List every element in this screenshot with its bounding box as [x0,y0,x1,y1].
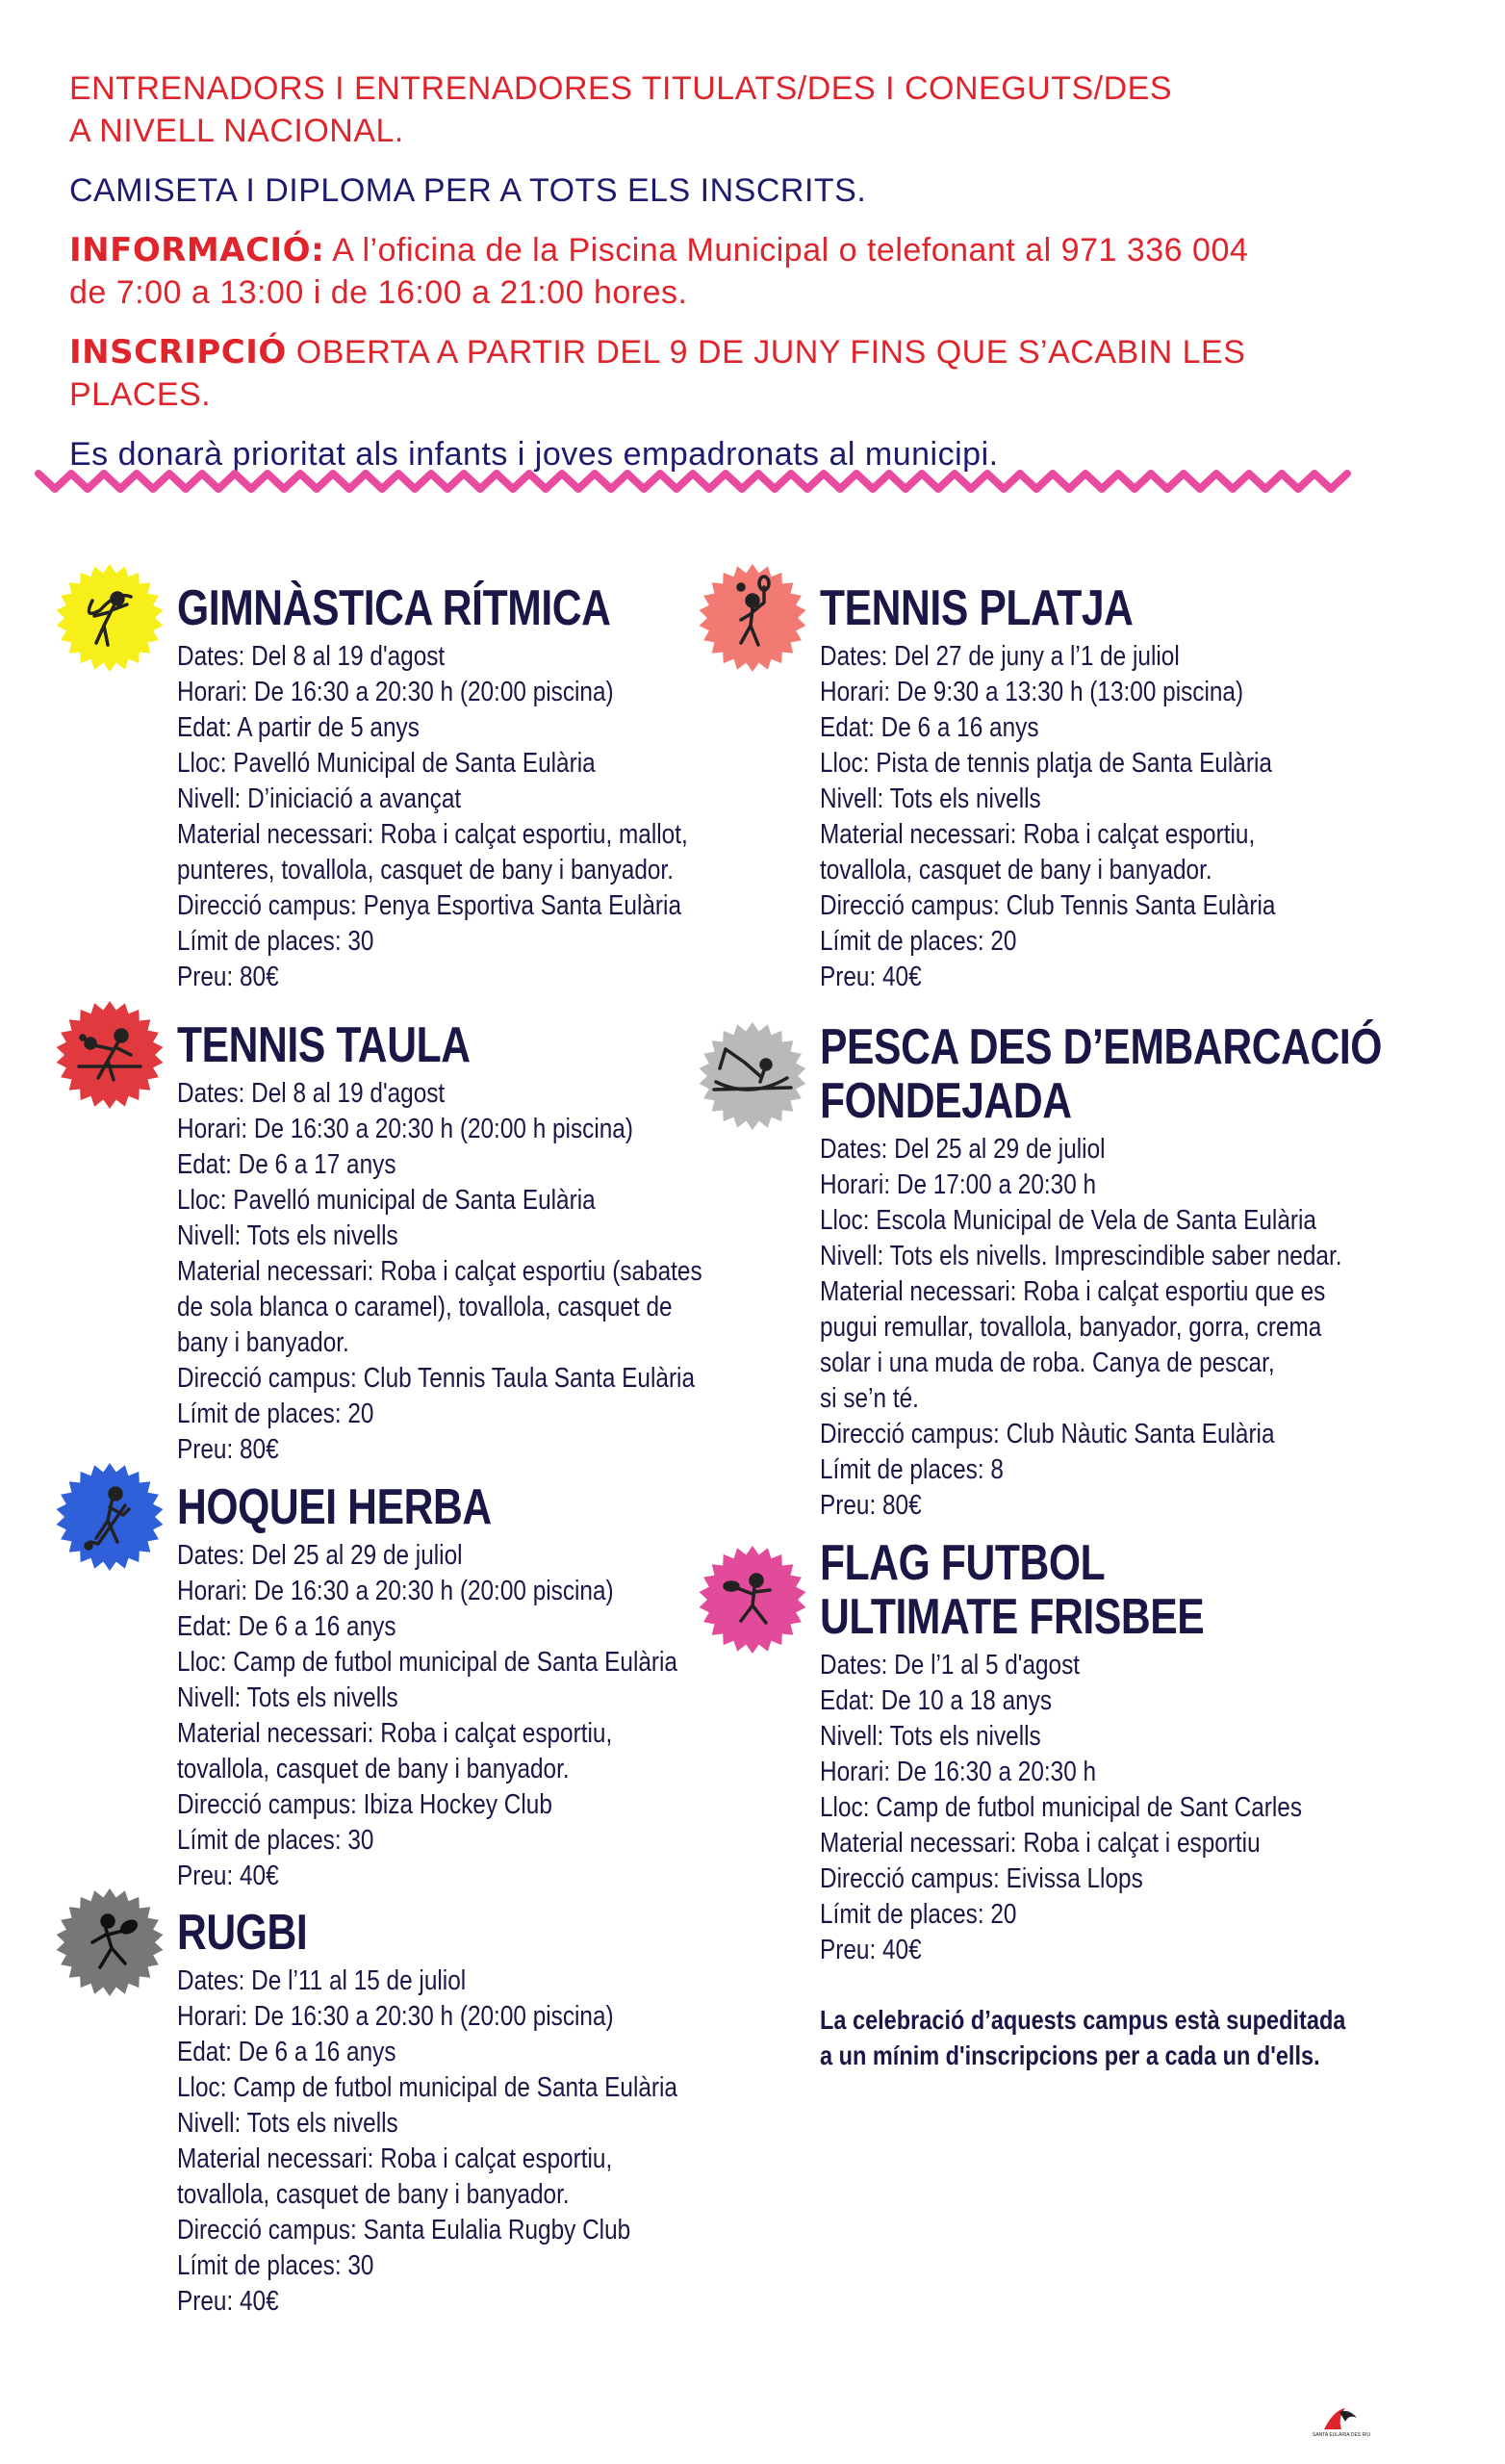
camp-detail-line: Material necessari: Roba i calçat i esportiu [820,1828,1261,1859]
camp-detail-line: Lloc: Camp de futbol municipal de Sant Carles [820,1792,1303,1823]
camp-body [177,581,785,995]
inscription-notice [69,331,1349,416]
camp-detail-line: Lloc: Camp de futbol municipal de Santa Eulària [177,1647,677,1678]
camp-title: TENNIS TAULA [177,1017,471,1073]
camp-title-line2: ULTIMATE FRISBEE [820,1589,1205,1645]
camp-body [177,1906,773,2320]
minimum-enrollment-note [820,2002,1345,2073]
camp-detail-line: Edat: De 6 a 16 anys [177,1611,396,1642]
camp-detail-line: punteres, tovallola, casquet de bany i banyador. [177,855,674,886]
camp-details [820,639,1363,995]
camp-detail-line: Límit de places: 20 [820,926,1017,957]
camp-title: HOQUEI HERBA [177,1479,492,1535]
camp-detail-line: Horari: De 16:30 a 20:30 h (20:00 piscina) [177,2001,614,2032]
camp-detail-line: Direcció campus: Penya Esportiva Santa Eulària [177,890,682,921]
camp-detail-line: Edat: De 6 a 16 anys [820,712,1039,743]
camp-detail-line: Edat: De 6 a 16 anys [177,2037,396,2067]
camp-title-line1: PESCA DES D’EMBARCACIÓ [820,1019,1383,1075]
rugby-icon [54,1886,166,1998]
zigzag-divider [35,462,1353,500]
camp-detail-line: Preu: 80€ [177,962,279,992]
camp-detail-line: Direcció campus: Club Tennis Santa Eulària [820,890,1276,921]
camp-detail-line: Material necessari: Roba i calçat esportiu, [820,819,1256,850]
camp-detail-line: Direcció campus: Ibiza Hockey Club [177,1789,552,1820]
trainers-notice [69,67,1349,152]
camp-detail-line: de sola blanca o caramel), tovallola, casquet de [177,1292,673,1322]
camp-detail-line: Edat: De 6 a 17 anys [177,1149,396,1180]
footnote-line2: a un mínim d'inscripcions per a cada un d'ells. [820,2040,1320,2070]
inscription-text: OBERTA A PARTIR DEL 9 DE JUNY FINS QUE S’ACABIN LES PLACES. [69,334,1246,413]
trainers-notice-line1: ENTRENADORS I ENTRENADORES TITULATS/DES I CONEGUTS/DES [69,70,1173,107]
camp-detail-line: Lloc: Pavelló Municipal de Santa Eulària [177,748,596,779]
camp-detail-line: Horari: De 16:30 a 20:30 h (20:00 piscina) [177,677,614,707]
camp-detail-line: Dates: De l’11 al 15 de juliol [177,1965,467,1996]
camp-detail-line: Límit de places: 8 [820,1454,1004,1485]
camp-detail-line: Dates: Del 27 de juny a l’1 de juliol [820,641,1180,672]
camp-detail-line: Dates: Del 8 al 19 d'agost [177,641,446,672]
camp-detail-line: Horari: De 16:30 a 20:30 h (20:00 piscina) [177,1576,614,1606]
camp-detail-line: Nivell: Tots els nivells [177,1220,398,1251]
camp-detail-line: Preu: 40€ [177,1861,279,1891]
camp-detail-line: solar i una muda de roba. Canya de pescar, [820,1348,1275,1378]
camp-detail-line: Dates: Del 8 al 19 d'agost [177,1078,446,1109]
camp-detail-line: Horari: De 17:00 a 20:30 h [820,1169,1097,1200]
camp-detail-line: Edat: De 10 a 18 anys [820,1685,1053,1716]
camp-detail-line: Límit de places: 20 [820,1899,1017,1930]
camp-detail-line: Límit de places: 30 [177,1825,374,1856]
info-notice [69,229,1349,314]
camp-detail-line: tovallola, casquet de bany i banyador. [177,2179,570,2210]
camp-detail-line: Nivell: Tots els nivells [820,1721,1041,1752]
camp-detail-line: Preu: 40€ [177,2286,279,2317]
camp-title: GIMNÀSTICA RÍTMICA [177,580,611,636]
camp-title: TENNIS PLATJA [820,580,1134,636]
camp-detail-line: Nivell: Tots els nivells [177,2108,398,2139]
svg-text:SANTA EULÀRIA DES RIU: SANTA EULÀRIA DES RIU [1312,2432,1371,2438]
camp-detail-line: Direcció campus: Santa Eulalia Rugby Club [177,2215,631,2246]
camp-detail-line: Horari: De 16:30 a 20:30 h [820,1757,1097,1787]
trainers-notice-line2: A NIVELL NACIONAL. [69,113,404,149]
camp-detail-line: Preu: 80€ [177,1434,279,1465]
table-tennis-icon [54,999,166,1111]
camp-detail-line: tovallola, casquet de bany i banyador. [820,855,1212,886]
camp-detail-line: si se’n té. [820,1383,919,1414]
camp-detail-line: Lloc: Pista de tennis platja de Santa Eulària [820,748,1272,779]
flag-football-icon [697,1544,808,1656]
camp-detail-line: Nivell: Tots els nivells [177,1682,398,1713]
camp-detail-line: Direcció campus: Eivissa Llops [820,1863,1143,1894]
camp-body [820,1536,1393,1968]
camp-details [177,1538,773,1894]
camp-detail-line: Material necessari: Roba i calçat esportiu, [177,1718,613,1749]
camp-detail-line: Direcció campus: Club Nàutic Santa Eulària [820,1419,1275,1450]
intro-block [69,67,1349,475]
boat-fishing-icon [697,1020,808,1132]
beach-tennis-icon [697,562,808,674]
camp-detail-line: Preu: 40€ [820,962,922,992]
camp-detail-line: Dates: Del 25 al 29 de juliol [177,1540,463,1571]
camp-details [177,639,785,995]
camp-detail-line: Nivell: D’iniciació a avançat [177,783,462,814]
info-text: A l’oficina de la Piscina Municipal o telefonant al 971 336 004 [332,232,1249,269]
camp-body [177,1480,773,1894]
camp-detail-line: Límit de places: 30 [177,926,374,957]
camp-detail-line: Dates: Del 25 al 29 de juliol [820,1134,1106,1165]
rhythmic-gymnastics-icon [54,562,166,674]
camp-detail-line: Direcció campus: Club Tennis Taula Santa Eulària [177,1363,696,1394]
camp-detail-line: Horari: De 16:30 a 20:30 h (20:00 h piscina) [177,1114,633,1144]
camp-body [820,1020,1505,1524]
camp-details [177,1076,803,1468]
camp-title: RUGBI [177,1905,308,1961]
council-logo-icon [1312,2404,1371,2439]
camp-detail-line: Material necessari: Roba i calçat esportiu (sabates [177,1256,702,1287]
camp-detail-line: Dates: De l’1 al 5 d'agost [820,1650,1081,1681]
camp-detail-line: Material necessari: Roba i calçat esportiu, mallot, [177,819,688,850]
info-text-hours: de 7:00 a 13:00 i de 16:00 a 21:00 hores. [69,274,688,311]
camp-detail-line: Preu: 40€ [820,1935,922,1965]
camp-title-line1: FLAG FUTBOL [820,1535,1106,1591]
field-hockey-icon [54,1461,166,1573]
camp-detail-line: bany i banyador. [177,1327,349,1358]
camp-detail-line: Límit de places: 30 [177,2250,374,2281]
camp-detail-line: Material necessari: Roba i calçat esportiu que es [820,1276,1326,1307]
camp-details [820,1648,1393,1968]
camp-details [820,1132,1505,1524]
camp-detail-line: Lloc: Escola Municipal de Vela de Santa Eulària [820,1205,1316,1236]
footnote-line1: La celebració d’aquests campus està supeditada [820,2005,1346,2035]
camp-detail-line: tovallola, casquet de bany i banyador. [177,1754,570,1784]
camp-detail-line: Preu: 80€ [820,1490,922,1521]
priority-notice: Es donarà prioritat als infants i joves empadronats al municipi. [69,436,999,473]
camp-body [820,581,1363,995]
camp-detail-line: Edat: A partir de 5 anys [177,712,420,743]
camp-detail-line: Lloc: Camp de futbol municipal de Santa Eulària [177,2072,677,2103]
camp-title-line2: FONDEJADA [820,1073,1072,1129]
camp-detail-line: Lloc: Pavelló municipal de Santa Eulària [177,1185,596,1216]
camp-detail-line: Nivell: Tots els nivells [820,783,1041,814]
camp-detail-line: Nivell: Tots els nivells. Imprescindible saber nedar. [820,1241,1342,1271]
info-label: INFORMACIÓ: [69,231,325,270]
tshirt-notice: CAMISETA I DIPLOMA PER A TOTS ELS INSCRITS. [69,172,867,209]
inscription-label: INSCRIPCIÓ [69,333,287,372]
camp-detail-line: Material necessari: Roba i calçat esportiu, [177,2143,613,2174]
camp-detail-line: Horari: De 9:30 a 13:30 h (13:00 piscina) [820,677,1244,707]
camp-detail-line: Límit de places: 20 [177,1399,374,1429]
camp-detail-line: pugui remullar, tovallola, banyador, gorra, crema [820,1312,1322,1343]
camp-details [177,1964,773,2320]
